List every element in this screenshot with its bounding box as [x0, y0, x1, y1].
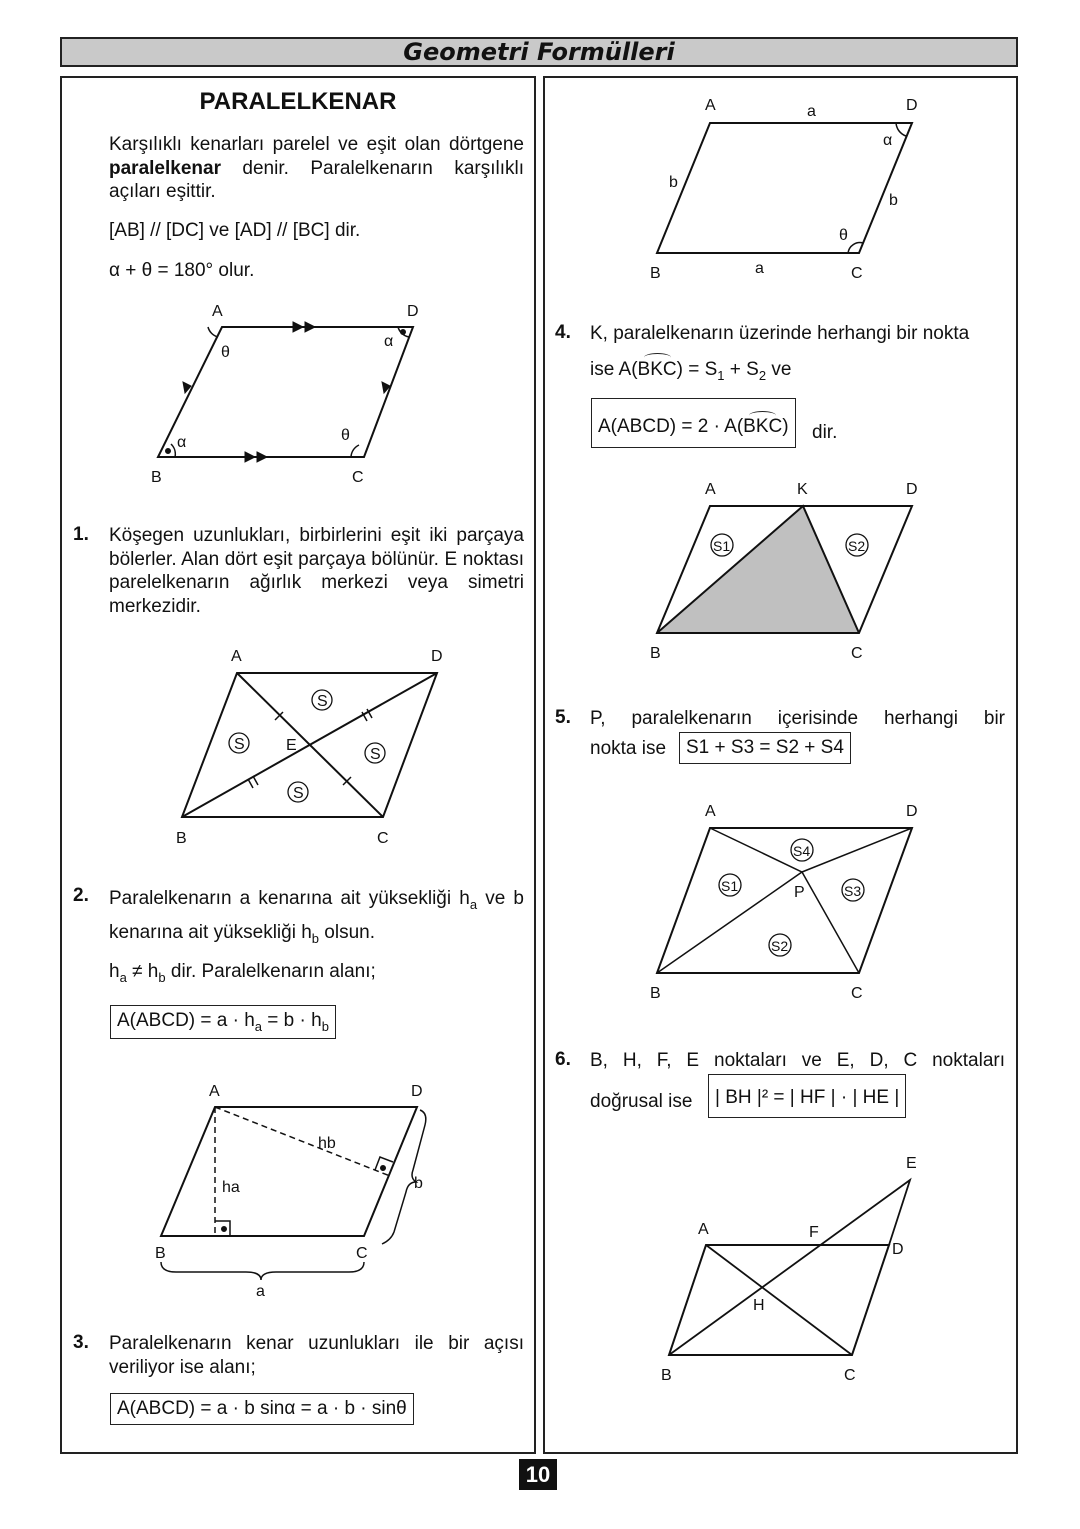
label-d: D	[892, 1241, 904, 1258]
page-header: Geometri Formülleri	[60, 37, 1018, 67]
t: dir. Paralelkenarın alanı;	[165, 961, 376, 982]
t: A(ABCD) = a · h	[117, 1010, 255, 1031]
item6-line2: doğrusal ise	[590, 1091, 693, 1112]
label-a: A	[698, 1221, 709, 1238]
parallelogram-sides-figure	[650, 97, 918, 282]
page-number: 10	[519, 1459, 557, 1490]
item5-line1: P, paralelkenarın içerisinde herhangi bir	[590, 708, 1005, 729]
angle-text: α + θ = 180° olur.	[109, 260, 255, 281]
t: b	[321, 1018, 329, 1034]
label-s2: S2	[848, 538, 866, 554]
label-a: A	[212, 303, 223, 320]
formula-area-sine: A(ABCD) = a · b sinα = a · b · sinθ	[110, 1393, 414, 1425]
label-c: C	[851, 985, 863, 1002]
item-number: 4.	[555, 322, 571, 343]
label-b-side: b	[889, 192, 898, 209]
t: 2	[758, 367, 767, 383]
dir-text: dir.	[812, 422, 838, 443]
label-c: C	[844, 1367, 856, 1384]
label-alpha: α	[883, 132, 893, 149]
label-k: K	[797, 481, 808, 498]
label-s: S	[317, 693, 328, 710]
t: ) = S	[676, 359, 718, 380]
section-heading: PARALELKENAR	[199, 88, 397, 115]
label-theta: θ	[221, 344, 230, 361]
label-a: A	[705, 481, 716, 498]
t: a	[254, 1018, 263, 1034]
label-d: D	[906, 481, 918, 498]
formula-p: S1 + S3 = S2 + S4	[679, 732, 851, 764]
label-hb: hb	[318, 1135, 336, 1152]
label-b: B	[650, 265, 661, 282]
t: olsun.	[319, 921, 375, 943]
collinear-points-figure	[661, 1155, 917, 1384]
label-c: C	[851, 265, 863, 282]
label-e: E	[286, 737, 297, 754]
label-d: D	[407, 303, 419, 320]
label-b: B	[155, 1245, 166, 1262]
label-b: B	[661, 1367, 672, 1384]
item-number: 3.	[73, 1332, 89, 1353]
point-p-figure	[650, 803, 918, 1002]
t: )	[782, 416, 789, 437]
label-theta: θ	[341, 427, 350, 444]
t: ise A(	[590, 359, 638, 380]
label-s: S	[293, 785, 304, 802]
t: A(ABCD) = 2 · A(	[598, 416, 744, 437]
label-p: P	[794, 884, 805, 901]
t: ve	[766, 359, 792, 380]
label-b-side: b	[669, 174, 678, 191]
item-number: 5.	[555, 707, 571, 728]
shaded-triangle-bkc	[657, 506, 859, 633]
label-a: A	[231, 648, 242, 665]
t: h	[109, 961, 120, 982]
label-s1: S1	[721, 878, 739, 894]
t: + S	[724, 359, 759, 380]
intro-part: denir. Paralelkenarın karşılıklı açıları eşittir.	[109, 157, 524, 202]
label-c: C	[377, 830, 389, 847]
t: ≠ h	[126, 961, 159, 982]
t: a	[469, 896, 478, 912]
label-ha: ha	[222, 1179, 240, 1196]
label-a-side: a	[755, 260, 764, 277]
label-s: S	[234, 736, 245, 753]
label-h: H	[753, 1297, 765, 1314]
item5-line2: nokta ise	[590, 738, 667, 759]
label-s1: S1	[713, 538, 731, 554]
heights-figure	[155, 1083, 426, 1300]
label-s4: S4	[793, 843, 811, 859]
label-e: E	[906, 1155, 917, 1172]
label-s3: S3	[844, 883, 862, 899]
diagonals-figure	[176, 648, 443, 847]
intro-bold: paralelkenar	[109, 157, 221, 179]
label-b: B	[151, 469, 162, 486]
label-a-side: a	[807, 103, 816, 120]
t: b	[158, 969, 166, 985]
formula-bh: | BH |² = | HF | · | HE |	[708, 1074, 906, 1118]
label-alpha: α	[384, 333, 394, 350]
t: BKC	[743, 416, 783, 437]
label-f: F	[809, 1224, 819, 1241]
intro-part: Karşılıklı kenarları parelel ve eşit olan dörtgene	[109, 134, 524, 155]
t: Paralelkenarın a kenarına ait yüksekliği h	[109, 888, 470, 909]
label-b: B	[176, 830, 187, 847]
label-a: A	[705, 97, 716, 114]
t: a	[119, 969, 127, 985]
label-a: A	[705, 803, 716, 820]
parallelogram-angles-figure	[151, 303, 419, 486]
label-b-side: b	[414, 1175, 423, 1192]
item-number: 6.	[555, 1049, 571, 1070]
label-s2: S2	[771, 938, 789, 954]
label-b: B	[650, 985, 661, 1002]
point-k-figure	[650, 481, 918, 662]
t: = b · h	[262, 1010, 322, 1031]
item-number: 2.	[73, 885, 89, 906]
t: b	[311, 930, 320, 946]
t: 1	[717, 367, 725, 383]
label-b: B	[650, 645, 661, 662]
label-c: C	[352, 469, 364, 486]
label-alpha: α	[177, 434, 187, 451]
label-d: D	[431, 648, 443, 665]
t: BKC	[637, 359, 677, 380]
label-a: A	[209, 1083, 220, 1100]
parallel-text: [AB] // [DC] ve [AD] // [BC] dir.	[109, 220, 361, 241]
item4-line1: K, paralelkenarın üzerinde herhangi bir nokta	[590, 323, 970, 344]
t: ve b kenarına ait yüksekliği h	[109, 888, 524, 943]
label-c: C	[851, 645, 863, 662]
label-d: D	[411, 1083, 423, 1100]
label-d: D	[906, 803, 918, 820]
label-s: S	[370, 746, 381, 763]
item-number: 1.	[73, 524, 89, 545]
label-d: D	[906, 97, 918, 114]
label-a-side: a	[256, 1283, 265, 1300]
item6-line1: B, H, F, E noktaları ve E, D, C noktaları	[590, 1050, 1005, 1071]
item3-text: Paralelkenarın kenar uzunlukları ile bir açısı veriliyor ise alanı;	[109, 1333, 524, 1378]
item1-text: Köşegen uzunlukları, birbirlerini eşit iki parçaya bölerler. Alan dört eşit parçaya bölünür. E noktası parelelkenarın ağırlık merkezi veya simetri merkezidir.	[109, 525, 524, 617]
label-c: C	[356, 1245, 368, 1262]
label-theta: θ	[839, 227, 848, 244]
